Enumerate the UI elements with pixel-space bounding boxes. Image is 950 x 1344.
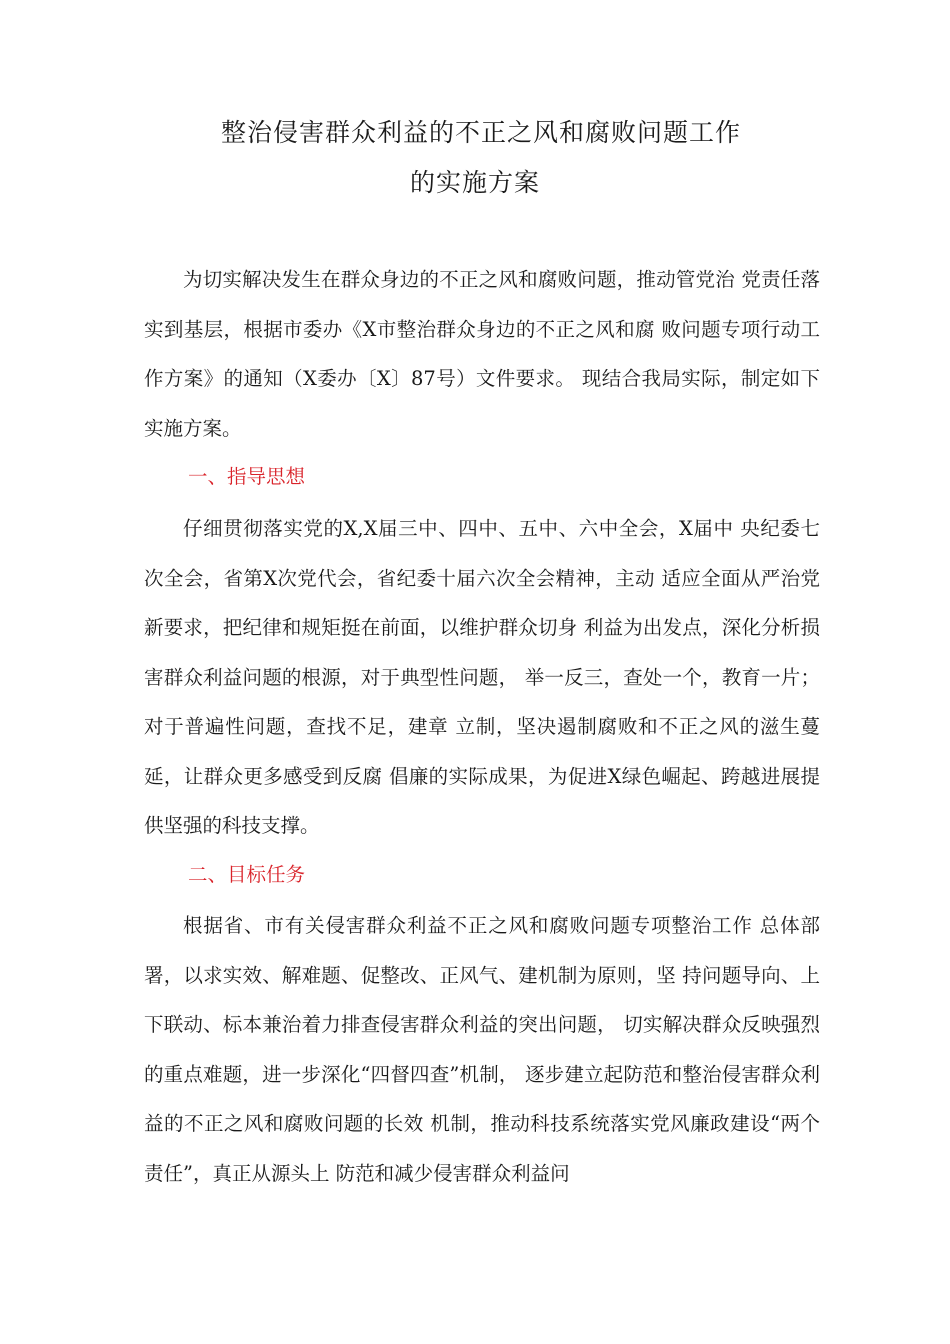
document-title-line1: 整治侵害群众利益的不正之风和腐败问题工作	[220, 118, 741, 147]
section2-paragraph: 根据省、市有关侵害群众利益不正之风和腐败问题专项整治工作 总体部署，以求实效、解难题、促整改、正风气、建机制为原则，坚 持问题导向、上下联动、标本兼治着力排查侵害群众利益的突出问题， 切实解决群众反映强烈的重点难题，进一步深化“四督四查”机制， 逐步建立起防范和整治侵害群众利益的不正之风和腐败问题的长效 机制，推动科技系统落实党风廉政建设“两个责任”，真正从源头上 防范和减少侵害群众利益问	[144, 914, 820, 1185]
section1-heading: 一、指导思想	[188, 465, 306, 488]
intro-paragraph: 为切实解决发生在群众身边的不正之风和腐败问题，推动管党治 党责任落实到基层，根据市委办《X市整治群众身边的不正之风和腐 败问题专项行动工作方案》的通知（X委办〔X〕87号）文件要求。 现结合我局实际，制定如下实施方案。	[144, 268, 820, 440]
section1-paragraph: 仔细贯彻落实党的X,X届三中、四中、五中、六中全会，X届中 央纪委七次全会，省第X次党代会，省纪委十届六次全会精神，主动 适应全面从严治党新要求，把纪律和规矩挺在前面，以维护群众切身 利益为出发点，深化分析损害群众利益问题的根源，对于典型性问题， 举一反三，查处一个，教育一片；对于普遍性问题，查找不足，建章 立制，坚决遏制腐败和不正之风的滋生蔓延，让群众更多感受到反腐 倡廉的实际成果，为促进X绿色崛起、跨越进展提供坚强的科技支撑。	[144, 517, 820, 837]
document-title-line2: 的实施方案	[409, 168, 540, 197]
section2-heading: 二、目标任务	[188, 863, 306, 886]
